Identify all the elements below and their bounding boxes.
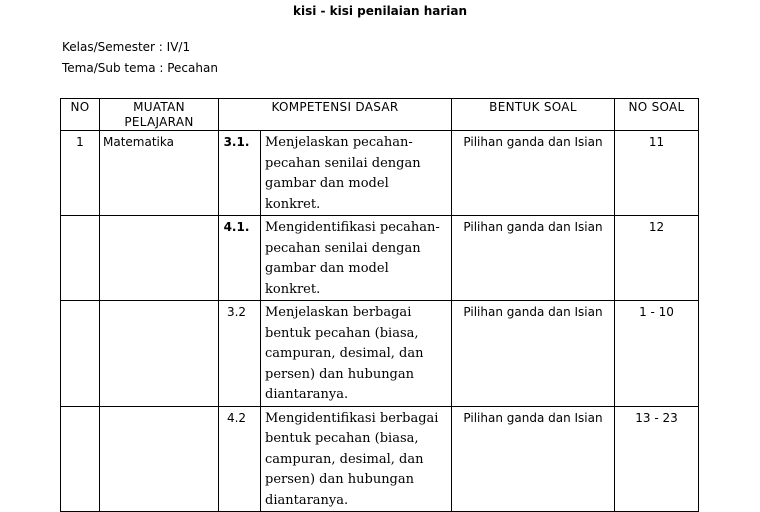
cell-kompetensi: Mengidentifikasi pecahan-pecahan senilai dengan gambar dan model konkret. (261, 216, 452, 301)
cell-muatan (100, 301, 219, 407)
cell-no-soal: 11 (615, 131, 699, 216)
table-row (61, 216, 699, 301)
table-row (61, 406, 699, 512)
cell-no-soal: 1 - 10 (615, 301, 699, 407)
header-no: NO (61, 99, 100, 131)
kisi-kisi-table (60, 98, 699, 512)
cell-kompetensi: Menjelaskan pecahan-pecahan senilai dengan gambar dan model konkret. (261, 131, 452, 216)
kelas-semester-label: Kelas/Semester : IV/1 (62, 40, 191, 54)
table-row (61, 131, 699, 216)
cell-kode: 3.2 (219, 301, 261, 407)
cell-bentuk-soal: Pilihan ganda dan Isian (452, 131, 615, 216)
header-bentuk-soal: BENTUK SOAL (452, 99, 615, 131)
page-title: kisi - kisi penilaian harian (292, 4, 468, 18)
cell-muatan (100, 406, 219, 512)
header-no-soal: NO SOAL (615, 99, 699, 131)
cell-bentuk-soal: Pilihan ganda dan Isian (452, 216, 615, 301)
cell-bentuk-soal: Pilihan ganda dan Isian (452, 406, 615, 512)
cell-no-soal: 12 (615, 216, 699, 301)
table-header-row (61, 99, 699, 131)
cell-no (61, 406, 100, 512)
cell-kompetensi: Menjelaskan berbagai bentuk pecahan (biasa, campuran, desimal, dan persen) dan hubungan diantaranya. (261, 301, 452, 407)
header-kompetensi-dasar: KOMPETENSI DASAR (219, 99, 452, 131)
header-muatan-pelajaran (100, 99, 219, 131)
cell-kode: 4.1. (219, 216, 261, 301)
cell-muatan (100, 216, 219, 301)
cell-kode: 3.1. (219, 131, 261, 216)
cell-no: 1 (61, 131, 100, 216)
header-muatan-line2: PELAJARAN (124, 115, 194, 129)
cell-no (61, 301, 100, 407)
cell-kompetensi: Mengidentifikasi berbagai bentuk pecahan (biasa, campuran, desimal, dan persen) dan hubungan diantaranya. (261, 406, 452, 512)
header-muatan-line1: MUATAN (133, 100, 185, 114)
cell-no-soal: 13 - 23 (615, 406, 699, 512)
cell-muatan: Matematika (100, 131, 219, 216)
tema-label: Tema/Sub tema : Pecahan (62, 61, 218, 75)
cell-no (61, 216, 100, 301)
table-row (61, 301, 699, 407)
cell-bentuk-soal: Pilihan ganda dan Isian (452, 301, 615, 407)
cell-kode: 4.2 (219, 406, 261, 512)
